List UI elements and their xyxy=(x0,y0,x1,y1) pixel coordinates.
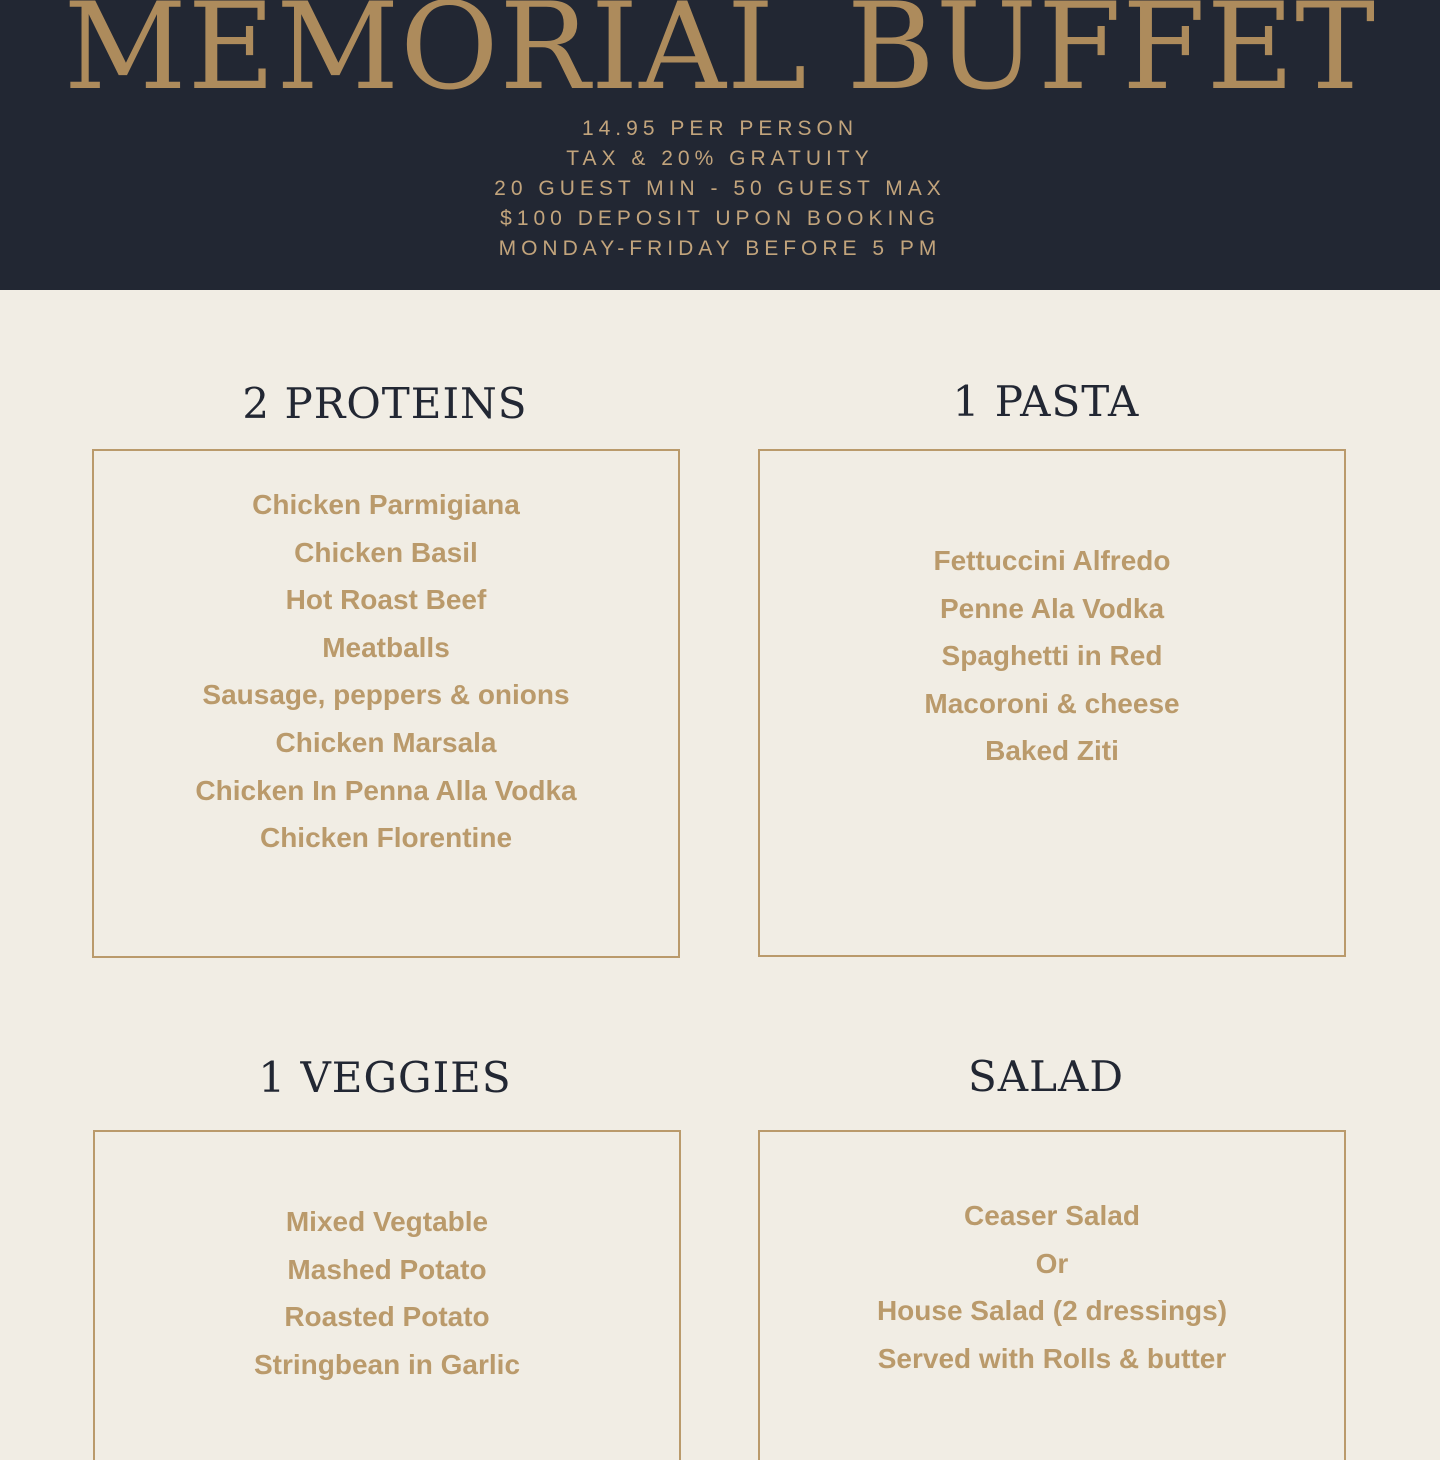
detail-schedule: MONDAY-FRIDAY BEFORE 5 PM xyxy=(498,237,942,260)
list-item: Stringbean in Garlic xyxy=(253,1348,521,1380)
list-item: House Salad (2 dressings) xyxy=(876,1295,1228,1327)
pasta-heading: 1 PASTA xyxy=(952,377,1140,426)
veggies-box xyxy=(93,1130,681,1460)
salad-list xyxy=(760,1192,1344,1382)
list-item: Baked Ziti xyxy=(985,735,1119,767)
page-title: MEMORIAL BUFFET xyxy=(63,0,1377,117)
pricing-details xyxy=(0,114,1440,264)
list-item: Chicken Parmigiana xyxy=(252,489,520,520)
list-item: Roasted Potato xyxy=(284,1301,490,1333)
detail-deposit: $100 DEPOSIT UPON BOOKING xyxy=(500,207,940,230)
list-item: Fettuccini Alfredo xyxy=(933,545,1171,576)
list-item: Mashed Potato xyxy=(287,1253,487,1285)
list-item: Hot Roast Beef xyxy=(285,584,487,616)
list-item: Macoroni & cheese xyxy=(924,687,1180,719)
proteins-heading: 2 PROTEINS xyxy=(242,379,528,428)
proteins-list xyxy=(94,481,678,862)
detail-tax: TAX & 20% GRATUITY xyxy=(566,147,874,170)
salad-box xyxy=(758,1130,1346,1460)
list-item: Chicken Florentine xyxy=(259,822,513,854)
list-item: Chicken Marsala xyxy=(275,726,497,758)
list-item: Chicken Basil xyxy=(294,536,478,568)
list-item: Penne Ala Vodka xyxy=(939,592,1165,624)
header-banner xyxy=(0,0,1440,290)
list-item: Sausage, peppers & onions xyxy=(202,679,570,711)
list-item: Meatballs xyxy=(322,631,450,663)
pasta-box xyxy=(758,449,1346,957)
veggies-heading: 1 VEGGIES xyxy=(258,1053,512,1102)
detail-price: 14.95 PER PERSON xyxy=(581,117,859,140)
list-item: Spaghetti in Red xyxy=(941,640,1163,672)
detail-guests: 20 GUEST MIN - 50 GUEST MAX xyxy=(494,177,946,200)
salad-heading: SALAD xyxy=(968,1052,1124,1101)
list-item: Ceaser Salad xyxy=(964,1200,1140,1231)
list-item: Mixed Vegtable xyxy=(285,1206,489,1237)
list-item: Served with Rolls & butter xyxy=(877,1342,1227,1374)
proteins-box xyxy=(92,449,680,958)
list-item: Chicken In Penna Alla Vodka xyxy=(195,774,577,806)
list-item: Or xyxy=(1035,1247,1069,1279)
pasta-list xyxy=(760,537,1344,775)
veggies-list xyxy=(95,1198,679,1388)
